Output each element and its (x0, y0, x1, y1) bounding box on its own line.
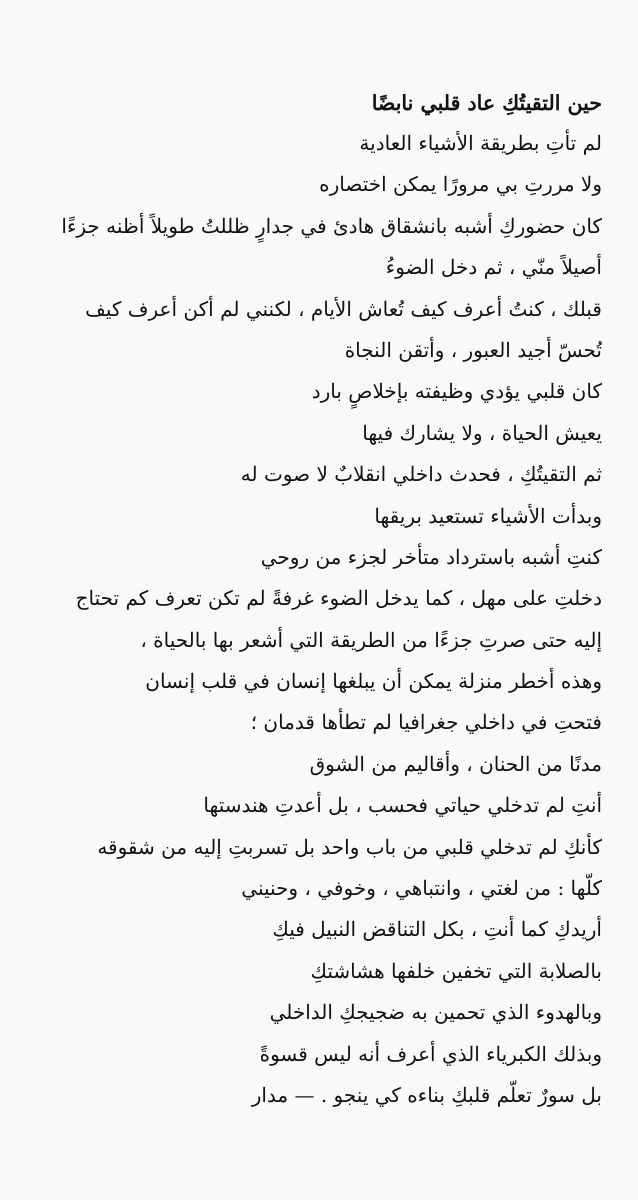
poem-line: مدنًا من الحنان ، وأقاليم من الشوق (309, 751, 602, 776)
poem-line: بالصلابة التي تخفين خلفها هشاشتكِ (310, 958, 602, 983)
poem-line: بل سورٌ تعلّم قلبكِ بناءه كي ينجو . — مدار (251, 1082, 602, 1107)
poem-line: وبالهدوء الذي تحمين به ضجيجكِ الداخلي (269, 1000, 602, 1025)
poem-line: إليه حتى صرتِ جزءًا من الطريقة التي أشعر بها بالحياة ، (140, 627, 602, 652)
poem-line: ثم التقيتُكِ ، فحدث داخلي انقلابٌ لا صوت له (240, 462, 602, 487)
poem-line: قبلك ، كنتُ أعرف كيف تُعاش الأيام ، لكنني لم أكن أعرف كيف (85, 296, 602, 321)
poem-line: كنتِ أشبه باسترداد متأخر لجزء من روحي (260, 544, 602, 569)
poem-line: ولا مررتِ بي مرورًا يمكن اختصاره (319, 172, 602, 197)
poem-line: وبدأت الأشياء تستعيد بريقها (374, 503, 602, 528)
poem-line: كلّها : من لغتي ، وانتباهي ، وخوفي ، وحنيني (241, 876, 602, 901)
poem-line: أنتِ لم تدخلي حياتي فحسب ، بل أعدتِ هندستها (203, 793, 602, 818)
poem-line: وبذلك الكبرياء الذي أعرف أنه ليس قسوةً (259, 1041, 602, 1066)
poem-line: دخلتِ على مهل ، كما يدخل الضوء غرفةً لم تكن تعرف كم تحتاج (75, 586, 602, 611)
poem-line: كأنكِ لم تدخلي قلبي من باب واحد بل تسربتِ إليه من شقوقه (97, 834, 602, 859)
poem-container (0, 83, 638, 1116)
poem-line: وهذه أخطر منزلة يمكن أن يبلغها إنسان في قلب إنسان (145, 669, 602, 694)
poem-line: فتحتِ في داخلي جغرافيا لم تطأها قدمان ؛ (250, 710, 602, 735)
poem-line: تُحسّ أجيد العبور ، وأتقن النجاة (344, 337, 602, 362)
poem-title: حين التقيتُكِ عاد قلبي نابضًا (371, 91, 602, 115)
poem-line: أصيلاً منّي ، ثم دخل الضوءُ (385, 255, 602, 280)
poem-line: أريدكِ كما أنتِ ، بكل التناقض النبيل فيكِ (272, 917, 602, 942)
poem-line: يعيش الحياة ، ولا يشارك فيها (362, 420, 602, 445)
poem-line: لم تأتِ بطريقة الأشياء العادية (359, 131, 602, 155)
poem-line: كان حضوركِ أشبه بانشقاق هادئ في جدارٍ ظللتُ طويلاً أظنه جزءًا (61, 213, 602, 238)
poem-line: كان قلبي يؤدي وظيفته بإخلاصٍ بارد (311, 379, 602, 404)
